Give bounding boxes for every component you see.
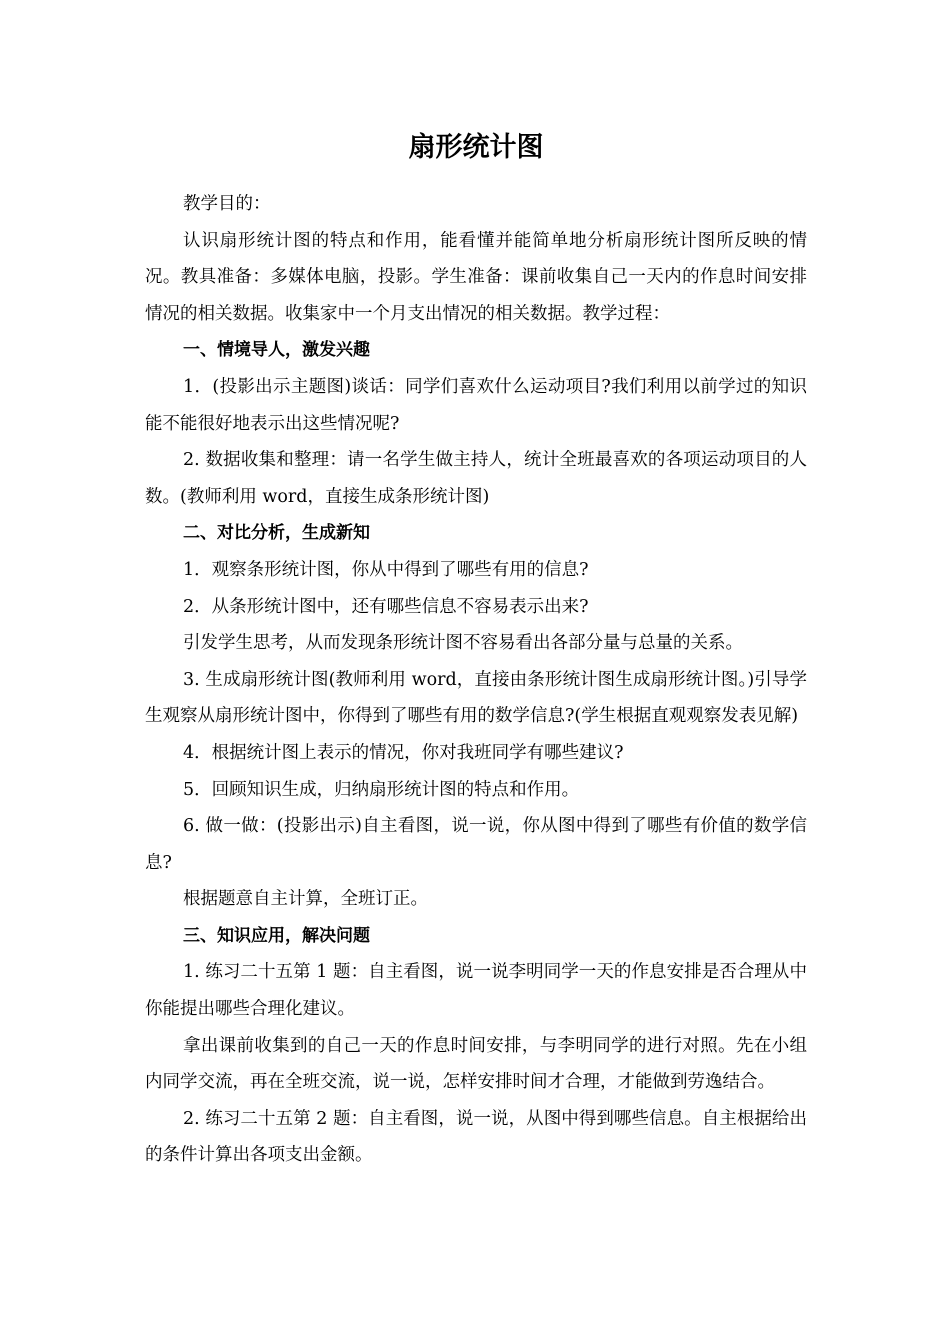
body-paragraph: 2. 数据收集和整理：请一名学生做主持人，统计全班最喜欢的各项运动项目的人数。(教师利用 word，直接生成条形统计图)	[145, 450, 807, 507]
body-paragraph: 1. 练习二十五第 1 题：自主看图，说一说李明同学一天的作息安排是否合理从中你能提出哪些合理化建议。	[145, 962, 807, 1020]
body-paragraph: 5．回顾知识生成，归纳扇形统计图的特点和作用。	[183, 779, 580, 800]
body-paragraph: 引发学生思考，从而发现条形统计图不容易看出各部分量与总量的关系。	[183, 633, 743, 654]
body-paragraph: 6. 做一做：(投影出示)自主看图，说一说，你从图中得到了哪些有价值的数学信息?	[145, 816, 807, 873]
document-body	[145, 186, 807, 1174]
section-heading: 一、情境导人，激发兴趣	[183, 340, 370, 361]
body-paragraph: 4．根据统计图上表示的情况，你对我班同学有哪些建议?	[183, 742, 624, 763]
body-paragraph: 根据题意自主计算，全班订正。	[183, 889, 428, 910]
document-page	[145, 128, 807, 1174]
document-title: 扇形统计图	[408, 132, 544, 163]
section-heading: 二、对比分析，生成新知	[183, 523, 370, 544]
body-paragraph: 教学目的：	[183, 194, 271, 214]
body-paragraph: 认识扇形统计图的特点和作用，能看懂并能简单地分析扇形统计图所反映的情况。教具准备：多媒体电脑，投影。学生准备：课前收集自己一天内的作息时间安排情况的相关数据。收集家中一个月支出情况的相关数据。教学过程：	[145, 230, 807, 324]
body-paragraph: 2. 练习二十五第 2 题：自主看图，说一说，从图中得到哪些信息。自主根据给出的条件计算出各项支出金额。	[145, 1108, 807, 1166]
body-paragraph: 拿出课前收集到的自己一天的作息时间安排，与李明同学的进行对照。先在小组内同学交流，再在全班交流，说一说，怎样安排时间才合理，才能做到劳逸结合。	[145, 1035, 807, 1093]
body-paragraph: 1．(投影出示主题图)谈话：同学们喜欢什么运动项目?我们利用以前学过的知识能不能很好地表示出这些情况呢?	[145, 376, 807, 434]
body-paragraph: 1．观察条形统计图，你从中得到了哪些有用的信息?	[183, 559, 589, 580]
section-heading: 三、知识应用，解决问题	[183, 925, 370, 946]
body-paragraph: 2．从条形统计图中，还有哪些信息不容易表示出来?	[183, 596, 589, 617]
body-paragraph: 3. 生成扇形统计图(教师利用 word，直接由条形统计图生成扇形统计图。)引导学生观察从扇形统计图中，你得到了哪些有用的数学信息?(学生根据直观观察发表见解)	[145, 669, 807, 727]
